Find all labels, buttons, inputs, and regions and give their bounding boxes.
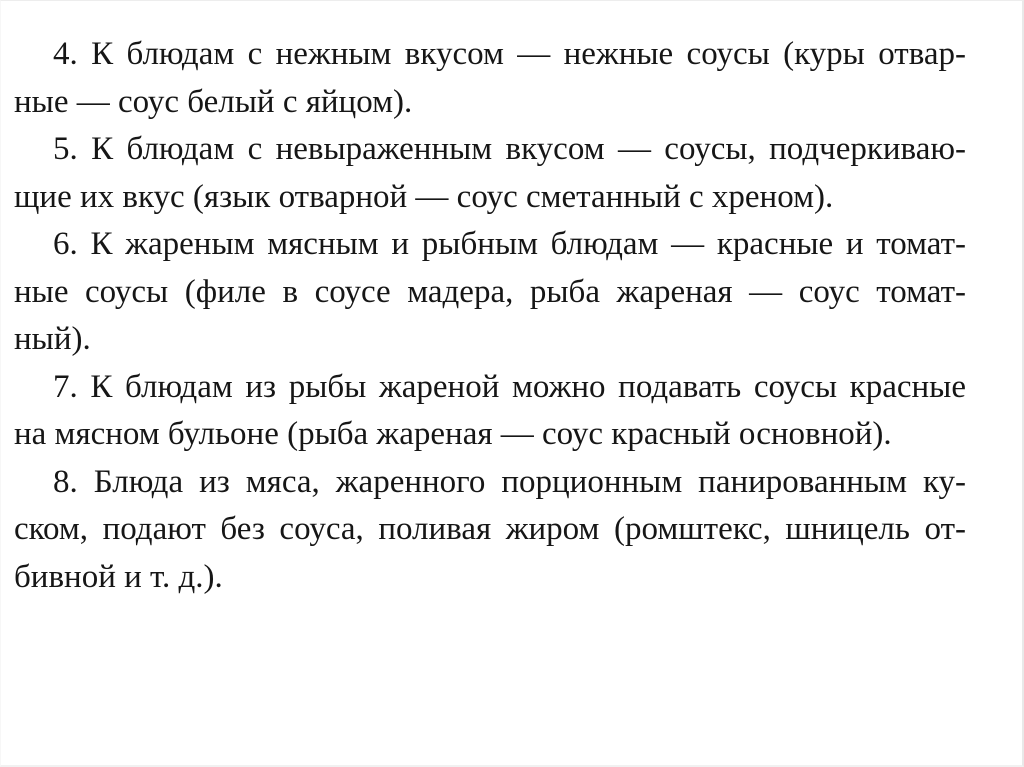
text-line: 4. К блюдам с нежным вкусом — нежные соусы (куры отвар-	[53, 36, 966, 72]
text-block	[14, 31, 966, 601]
text-line: 7. К блюдам из рыбы жареной можно подавать соусы красные	[53, 368, 966, 405]
text-line: 8. Блюда из мяса, жаренного порционным панированным ку-	[53, 463, 966, 500]
text-line: ском, подают без соуса, поливая жиром (ромштекс, шницель от-	[14, 511, 966, 547]
text-line: ные — соус белый с яйцом).	[14, 83, 413, 120]
text-line: бивной и т. д.).	[14, 558, 223, 595]
text-line: 6. К жареным мясным и рыбным блюдам — красные и томат-	[53, 226, 966, 262]
text-line: ный).	[14, 321, 91, 357]
text-line: ные соусы (филе в соусе мадера, рыба жареная — соус томат-	[14, 273, 966, 310]
text-line: щие их вкус (язык отварной — соус сметанный с хреном).	[14, 178, 834, 215]
text-line: 5. К блюдам с невыраженным вкусом — соусы, подчеркиваю-	[53, 131, 966, 167]
text-line: на мясном бульоне (рыба жареная — соус красный основной).	[14, 416, 892, 452]
